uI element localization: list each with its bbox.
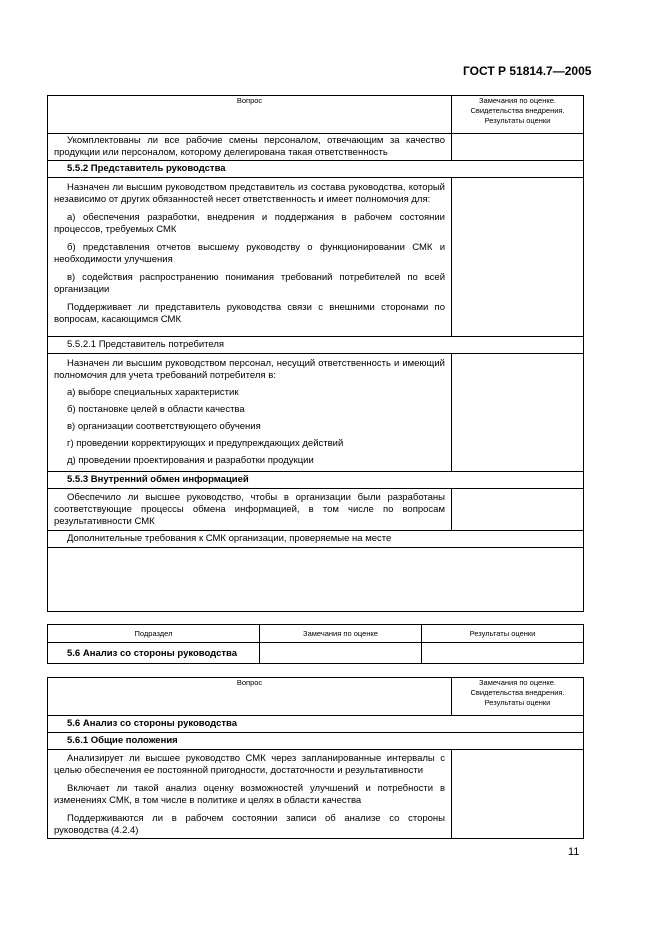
question-group bbox=[48, 178, 452, 337]
question-text: Поддерживает ли представитель руководства связи с внешними сторонами по вопросам, касающимся СМК bbox=[54, 302, 445, 325]
results-cell bbox=[422, 643, 584, 664]
header-remarks: Замечания по оценке. Свидетельства внедрения. Результаты оценки bbox=[452, 96, 584, 134]
extra-requirements-label: Дополнительные требования к СМК организации, проверяемые на месте bbox=[48, 531, 584, 548]
subsection-label: 5.6 Анализ со стороны руководства bbox=[48, 643, 260, 664]
question-text: Включает ли такой анализ оценку возможностей улучшений и потребности в изменениях СМК, в том числе в политике и целях в области качества bbox=[54, 783, 445, 806]
subsection-heading: 5.5.2.1 Представитель потребителя bbox=[48, 337, 584, 354]
answer-cell bbox=[452, 354, 584, 472]
answer-cell bbox=[452, 134, 584, 161]
questionnaire-table-2 bbox=[47, 677, 584, 839]
header-subsection: Подраздел bbox=[48, 625, 260, 643]
extra-requirements-area bbox=[48, 548, 584, 612]
subsection-table bbox=[47, 624, 584, 664]
subsection-heading: 5.6.1 Общие положения bbox=[48, 733, 584, 750]
questionnaire-table-1 bbox=[47, 95, 584, 612]
header-question: Вопрос bbox=[48, 96, 452, 134]
header-remarks: Замечания по оценке. Свидетельства внедрения. Результаты оценки bbox=[452, 678, 584, 716]
question-text: Назначен ли высшим руководством персонал, несущий ответственность и имеющий полномочия для учета требований потребителя в: bbox=[54, 358, 445, 381]
section-heading: 5.5.3 Внутренний обмен информацией bbox=[48, 472, 584, 489]
question-text: в) содействия распространению понимания требований потребителей по всей организации bbox=[54, 272, 445, 295]
question-row: Укомплектованы ли все рабочие смены персоналом, отвечающим за качество продукции или персоналом, которому делегирована такая ответственность bbox=[48, 134, 452, 161]
question-group bbox=[48, 354, 452, 472]
question-text: д) проведении проектирования и разработки продукции bbox=[67, 455, 314, 466]
question-text: б) представления отчетов высшему руководству о функционировании СМК и необходимости улучшения bbox=[54, 242, 445, 265]
question-row: Обеспечило ли высшее руководство, чтобы в организации были разработаны соответствующие процессы обмена информацией, в том числе по вопросам результативности СМК bbox=[48, 489, 452, 531]
question-group bbox=[48, 750, 452, 839]
question-text: Назначен ли высшим руководством представитель из состава руководства, который независимо от других обязанностей несет ответственность и имеет полномочия для: bbox=[54, 182, 445, 205]
question-text: Поддерживаются ли в рабочем состоянии записи об анализе со стороны руководства (4.2.4) bbox=[54, 813, 445, 836]
header-results: Результаты оценки bbox=[422, 625, 584, 643]
question-text: б) постановке целей в области качества bbox=[67, 404, 245, 415]
question-text: в) организации соответствующего обучения bbox=[67, 421, 261, 432]
question-text: а) обеспечения разработки, внедрения и поддержания в рабочем состоянии процессов, требуемых СМК bbox=[54, 212, 445, 235]
question-text: а) выборе специальных характеристик bbox=[67, 387, 239, 398]
document-code: ГОСТ Р 51814.7—2005 bbox=[463, 64, 592, 78]
header-question: Вопрос bbox=[48, 678, 452, 716]
header-remarks: Замечания по оценке bbox=[260, 625, 422, 643]
section-heading: 5.6 Анализ со стороны руководства bbox=[48, 716, 584, 733]
page-number: 11 bbox=[568, 846, 580, 858]
question-text: Анализирует ли высшее руководство СМК через запланированные интервалы с целью обеспечения ее постоянной пригодности, достаточности и результативности bbox=[54, 753, 445, 776]
answer-cell bbox=[452, 178, 584, 337]
section-heading: 5.5.2 Представитель руководства bbox=[48, 161, 584, 178]
remarks-cell bbox=[260, 643, 422, 664]
question-text: г) проведении корректирующих и предупреждающих действий bbox=[67, 438, 344, 449]
answer-cell bbox=[452, 750, 584, 839]
answer-cell bbox=[452, 489, 584, 531]
